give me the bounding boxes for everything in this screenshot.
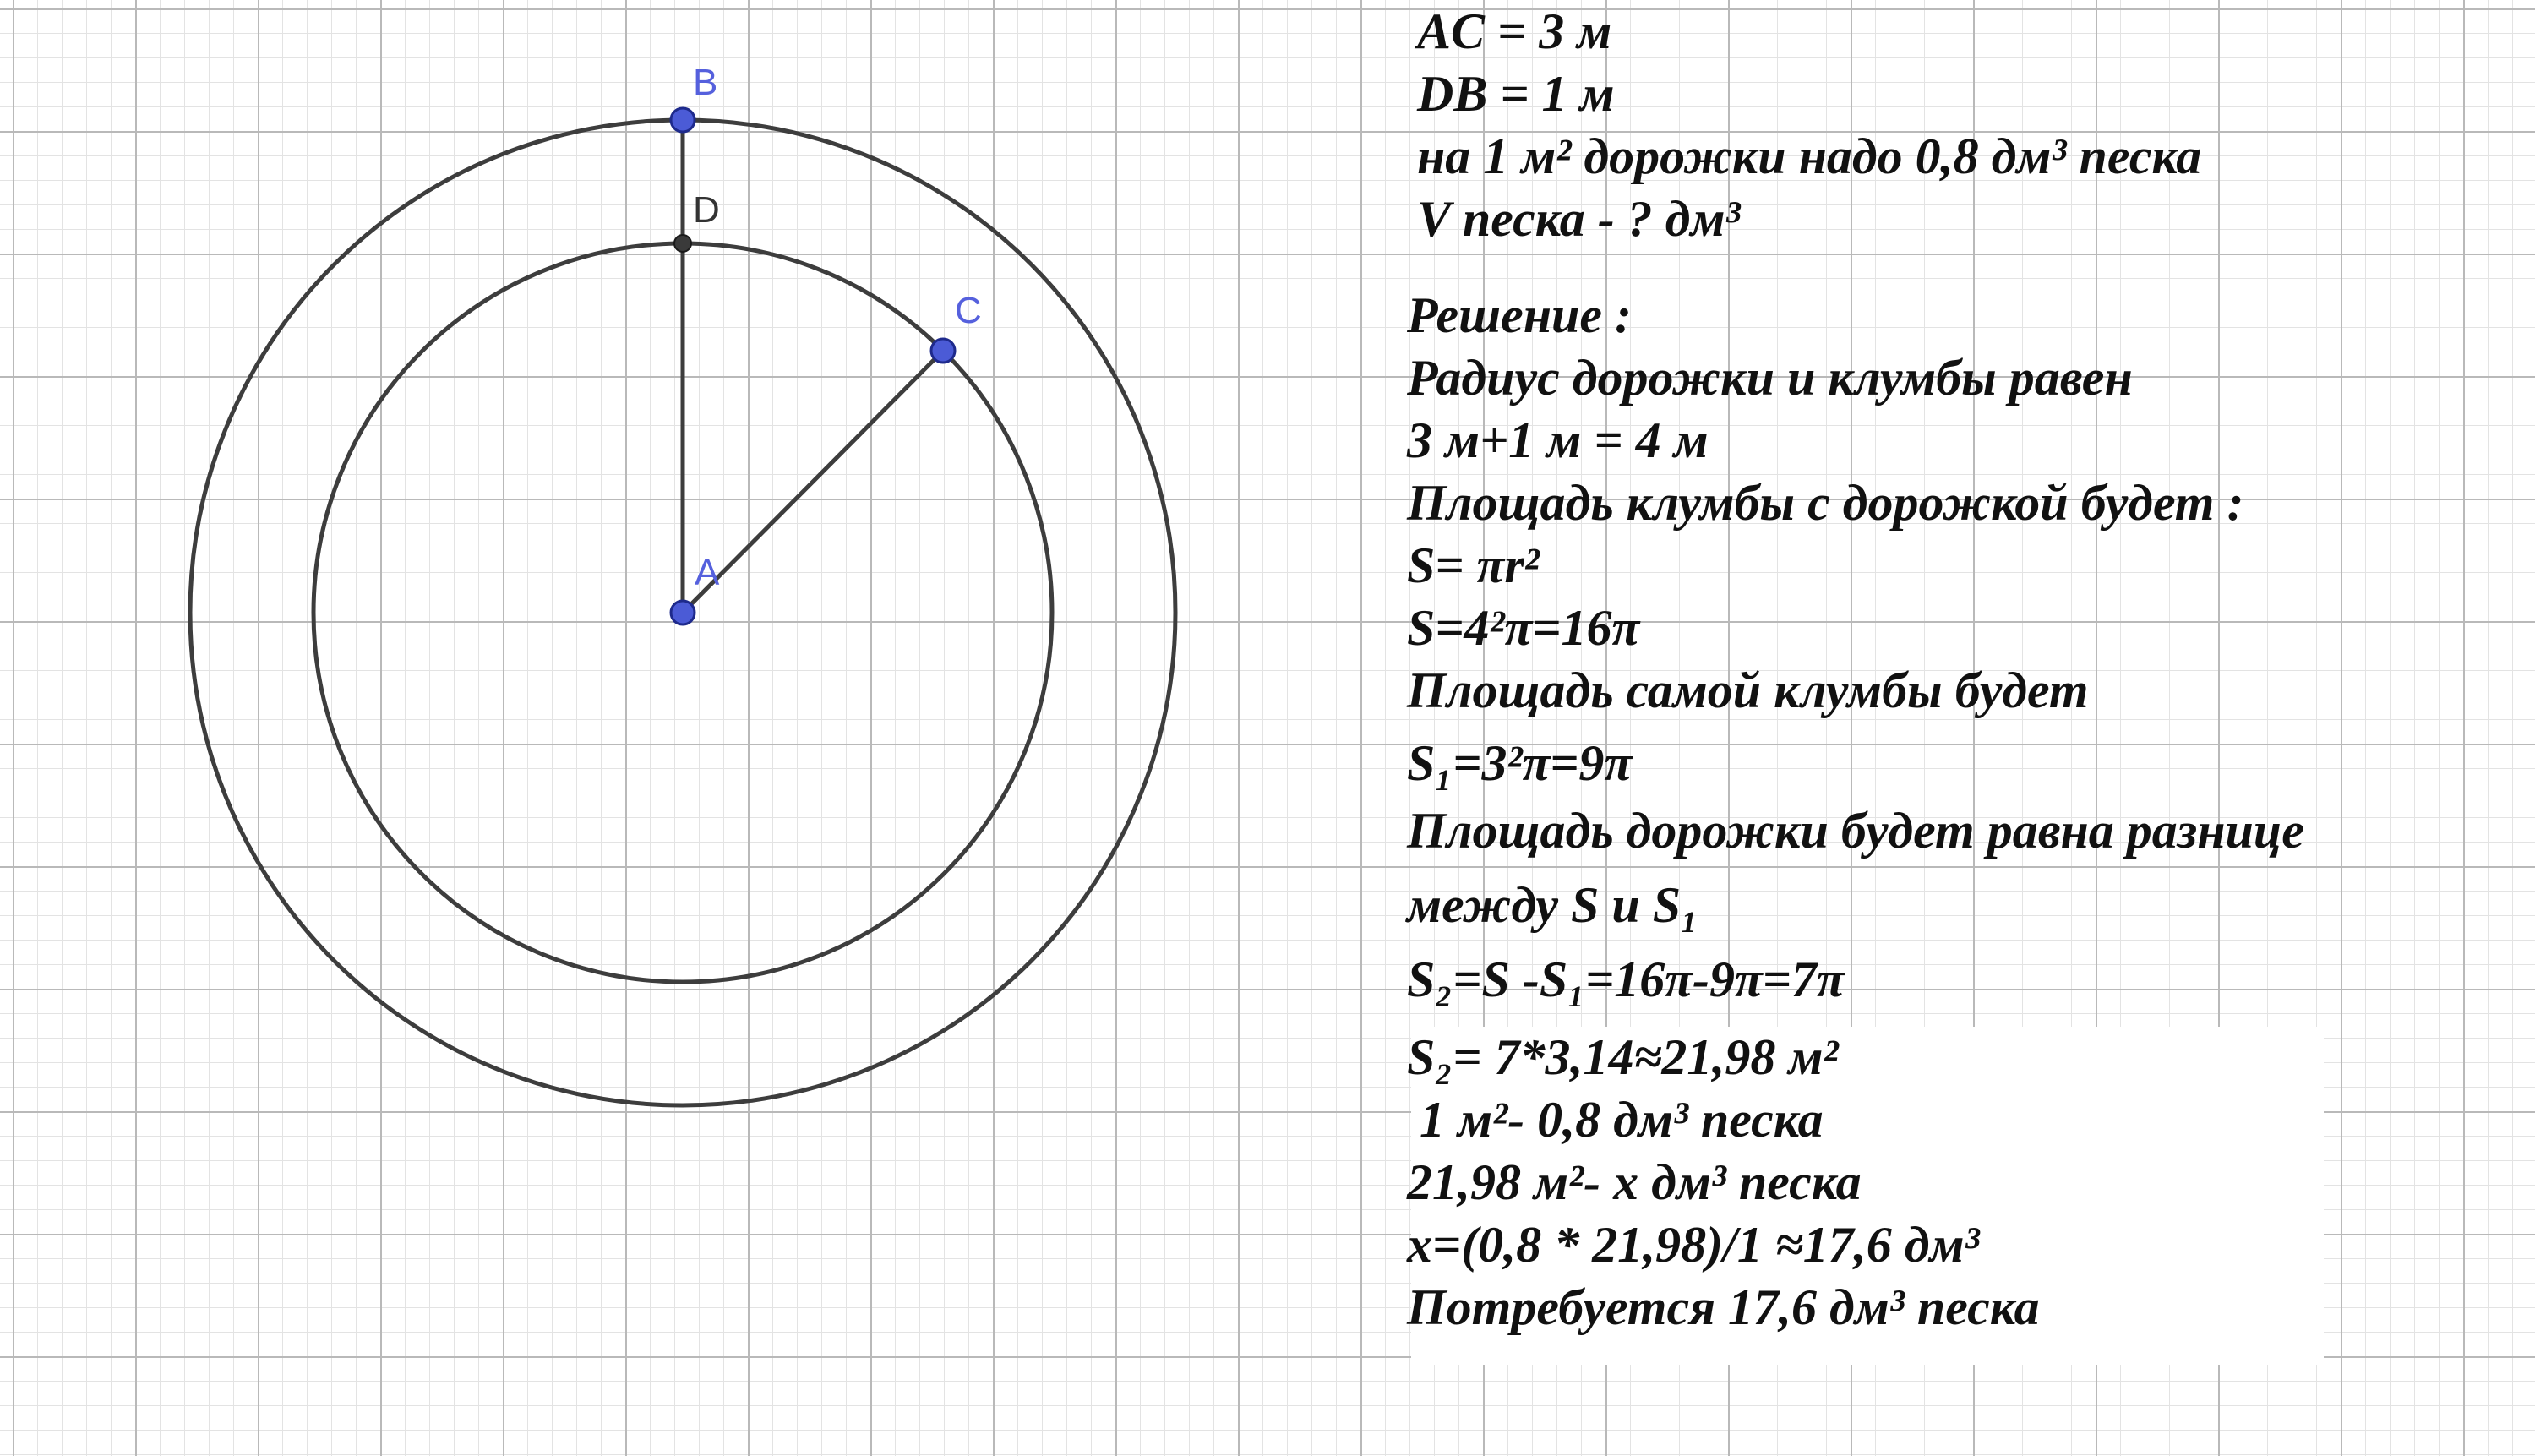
label-d: D <box>693 189 720 231</box>
solution-line: S₂=S -S₁=16π-9π=7π <box>1407 952 1845 1007</box>
solution-text <box>1407 0 2505 1339</box>
point-d[interactable] <box>674 235 691 252</box>
point-c[interactable] <box>931 339 955 363</box>
point-a[interactable] <box>671 601 695 624</box>
label-a: A <box>695 552 720 593</box>
segment-ac <box>683 351 943 613</box>
solution-line: S₂= 7*3,14≈21,98 м² <box>1407 1029 1839 1085</box>
given-block <box>1407 0 2505 250</box>
solution-line: Площадь самой клумбы будет <box>1407 663 2089 718</box>
solution-line: 3 м+1 м = 4 м <box>1407 412 1709 468</box>
solution-line: x=(0,8 * 21,98)/1 ≈17,6 дм³ <box>1407 1217 1980 1273</box>
solution-line: между S и S₁ <box>1407 877 1698 933</box>
solution-line: Площадь клумбы с дорожкой будет : <box>1407 475 2244 531</box>
solution-line: Радиус дорожки и клумбы равен <box>1407 350 2133 406</box>
label-b: B <box>693 62 718 103</box>
label-c: C <box>955 290 982 331</box>
solution-line: S₁=3²π=9π <box>1407 735 1633 791</box>
solution-line: S=4²π=16π <box>1407 600 1640 656</box>
solution-line: S= πr² <box>1407 537 1540 593</box>
solution-line: 21,98 м²- x дм³ песка <box>1407 1154 1862 1210</box>
given-ac: AC = 3 м <box>1417 3 1612 59</box>
given-question: V песка - ? дм³ <box>1417 191 1741 247</box>
solution-line: Площадь дорожки будет равна разнице <box>1407 803 2304 859</box>
solution-block <box>1407 284 2505 1339</box>
solution-heading: Решение : <box>1407 287 1633 343</box>
point-b[interactable] <box>671 108 695 132</box>
solution-line: 1 м²- 0,8 дм³ песка <box>1407 1092 1824 1148</box>
given-db: DB = 1 м <box>1417 66 1615 122</box>
given-rate: на 1 м² дорожки надо 0,8 дм³ песка <box>1417 128 2202 184</box>
solution-answer: Потребуется 17,6 дм³ песка <box>1407 1279 2040 1335</box>
geometry-diagram <box>0 0 1225 1183</box>
